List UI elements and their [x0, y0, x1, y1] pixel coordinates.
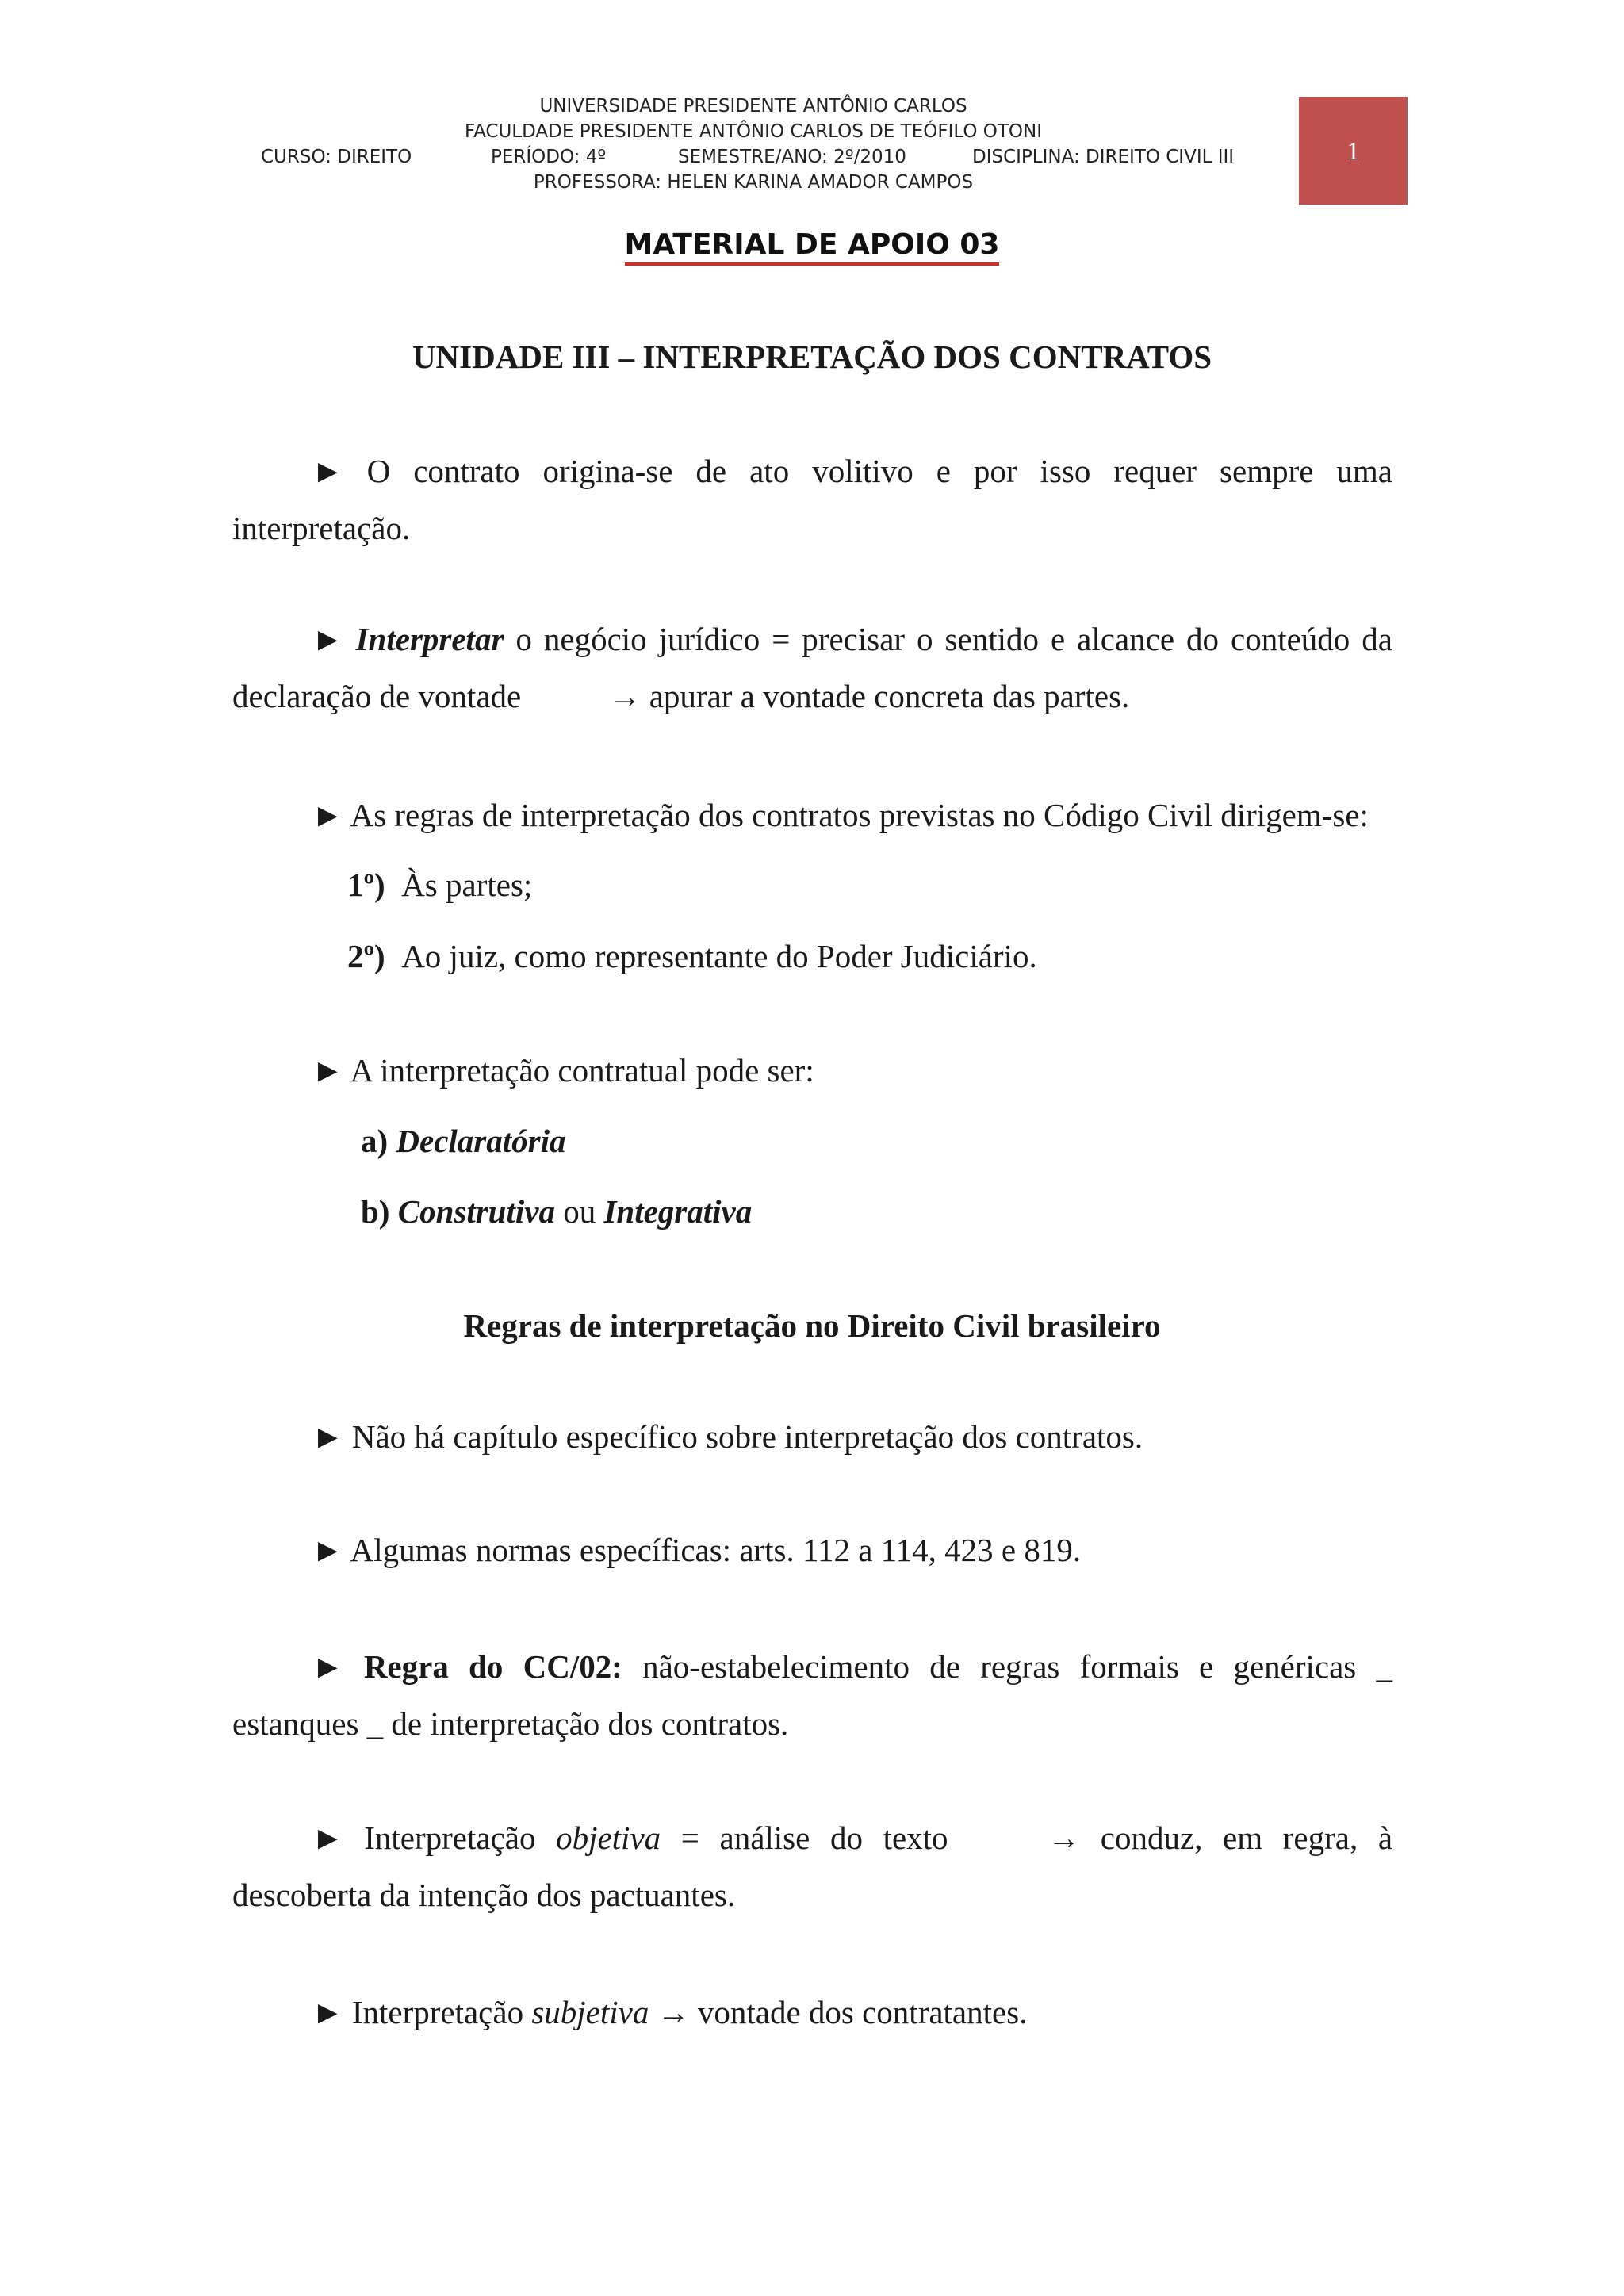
section-title: Regras de interpretação no Direito Civil brasileiro	[463, 1307, 1161, 1344]
arrow-icon: →	[657, 1994, 690, 2030]
list-number: 2º)	[347, 938, 385, 974]
bullet-icon: ►	[312, 1532, 344, 1568]
unit-title: UNIDADE III – INTERPRETAÇÃO DOS CONTRATOS	[412, 339, 1212, 375]
paragraph-interpretation-types: ► A interpretação contratual pode ser:	[312, 1052, 814, 1089]
paragraph-text: O contrato origina-se de ato volitivo e por isso requer sempre uma interpretação.	[232, 453, 1393, 546]
bullet-icon: ►	[312, 1648, 344, 1685]
faculty-name: FACULDADE PRESIDENTE ANTÔNIO CARLOS DE TEÓFILO OTONI	[464, 121, 1043, 142]
bullet-icon: ►	[312, 621, 344, 657]
term-interpretar: Interpretar	[355, 621, 504, 657]
bullet-icon: ►	[312, 1994, 344, 2030]
discipline-label: DISCIPLINA: DIREITO CIVIL III	[972, 147, 1235, 167]
page-number: 1	[1346, 136, 1360, 165]
list-item: 2º) Ao juiz, como representante do Poder Judiciário.	[347, 938, 1037, 974]
bullet-icon: ►	[312, 797, 344, 833]
semester-label: SEMESTRE/ANO: 2º/2010	[678, 147, 906, 167]
bullet-icon: ►	[312, 1418, 344, 1455]
page-number-badge	[1299, 97, 1408, 205]
paragraph-interpretar: ► Interpretar o negócio jurídico = precisar o sentido e alcance do conteúdo da declaração de vontade → apurar a vontade concreta das partes.	[232, 610, 1392, 725]
period-label: PERÍODO: 4º	[491, 147, 607, 167]
paragraph-subjective-interpretation: ► Interpretação subjetiva → vontade dos contratantes.	[312, 1994, 1028, 2030]
arrow-icon: →	[608, 678, 642, 714]
bullet-icon: ►	[312, 1820, 344, 1856]
paragraph-objective-interpretation: ► Interpretação objetiva = análise do texto → conduz, em regra, à descoberta da intenção dos pactuantes.	[232, 1809, 1392, 1923]
list-item: 1º) Às partes;	[347, 867, 533, 903]
professor-label: PROFESSORA: HELEN KARINA AMADOR CAMPOS	[533, 172, 974, 193]
list-item-a: a) Declaratória	[361, 1123, 566, 1159]
paragraph-no-chapter: ► Não há capítulo específico sobre interpretação dos contratos.	[312, 1418, 1143, 1455]
bullet-icon: ►	[312, 453, 344, 489]
paragraph-rules-directed: ► As regras de interpretação dos contratos previstas no Código Civil dirigem-se:	[312, 797, 1369, 833]
bullet-icon: ►	[312, 1052, 344, 1089]
list-item-b: b) Construtiva ou Integrativa	[361, 1193, 753, 1230]
paragraph-specific-norms: ► Algumas normas específicas: arts. 112 a 114, 423 e 819.	[312, 1532, 1082, 1568]
course-label: CURSO: DIREITO	[261, 147, 412, 167]
paragraph-cc02-rule: ► Regra do CC/02: não-estabelecimento de regras formais e genéricas _ estanques _ de interpretação dos contratos.	[232, 1648, 1392, 1742]
material-title: MATERIAL DE APOIO 03	[0, 228, 1624, 261]
arrow-icon: →	[1048, 1820, 1081, 1856]
list-number: 1º)	[347, 867, 385, 903]
paragraph-contract-origin	[232, 442, 1392, 557]
university-name: UNIVERSIDADE PRESIDENTE ANTÔNIO CARLOS	[539, 96, 967, 117]
